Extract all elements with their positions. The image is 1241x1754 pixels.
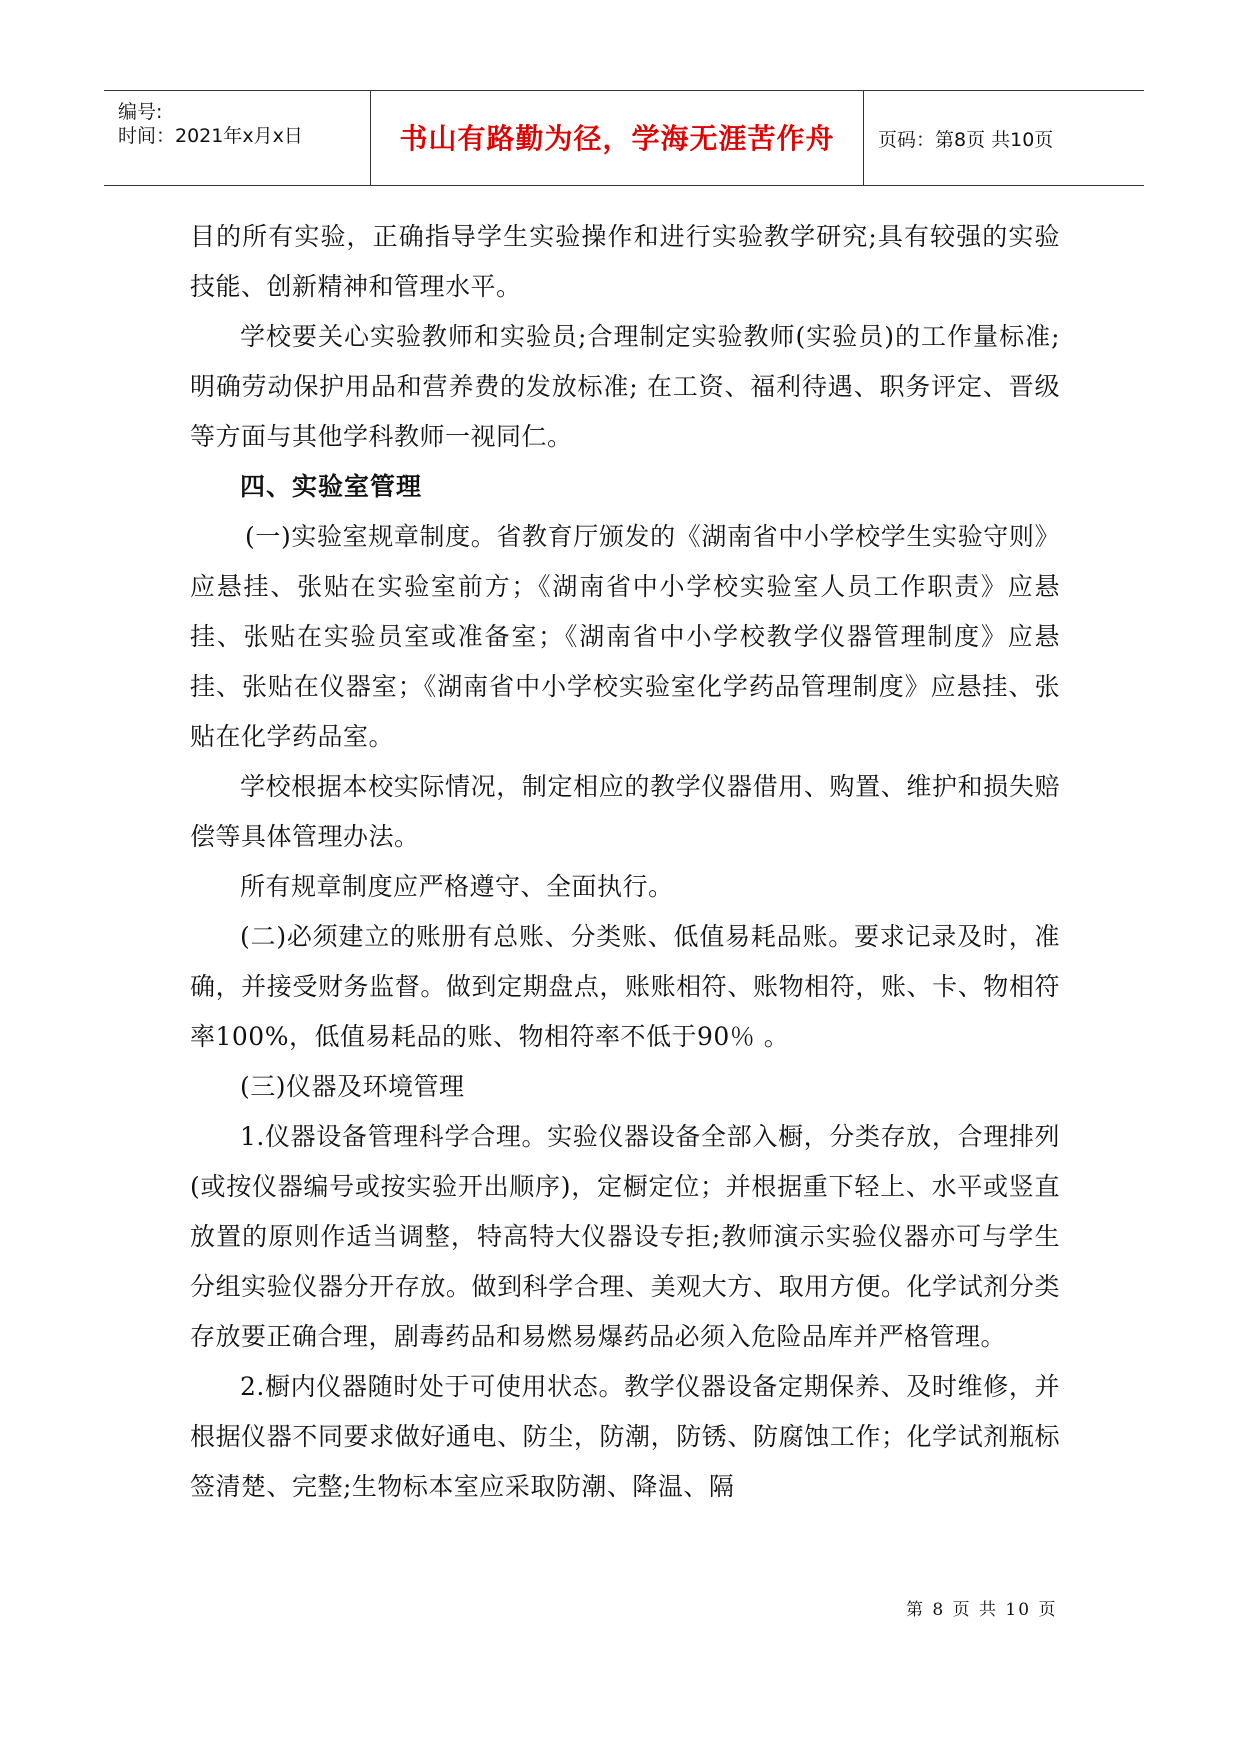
- serial-label: 编号:: [118, 101, 163, 123]
- paragraph-1: 目的所有实验，正确指导学生实验操作和进行实验教学研究;具有较强的实验技能、创新精神和管理水平。: [190, 222, 1060, 301]
- header-motto-cell: [370, 91, 864, 185]
- date-label: 时间：2021年x月x日: [118, 125, 303, 147]
- page-footer: 第 8 页 共 10 页: [906, 1600, 1058, 1620]
- paragraph-8: 1.仪器设备管理科学合理。实验仪器设备全部入橱，分类存放，合理排列(或按仪器编号或按实验开出顺序)，定橱定位；并根据重下轻上、水平或竖直放置的原则作适当调整，特高特大仪器设专拒;教师演示实验仪器亦可与学生分组实验仪器分开存放。做到科学合理、美观大方、取用方便。化学试剂分类存放要正确合理，剧毒药品和易燃易爆药品必须入危险品库并严格管理。: [190, 1122, 1060, 1351]
- page-code: 页码：第8页 共10页: [878, 129, 1054, 151]
- document-header: [104, 90, 1144, 186]
- header-info-cell: [104, 91, 368, 185]
- paragraph-6: (二)必须建立的账册有总账、分类账、低值易耗品账。要求记录及时，准确，并接受财务监督。做到定期盘点，账账相符、账物相符，账、卡、物相符率100%，低值易耗品的账、物相符率不低于90％ 。: [190, 922, 1060, 1051]
- paragraph-3: (一)实验室规章制度。省教育厅颁发的《湖南省中小学校学生实验守则》应悬挂、张贴在实验室前方；《湖南省中小学校实验室人员工作职责》应悬挂、张贴在实验员室或准备室；《湖南省中小学校教学仪器管理制度》应悬挂、张贴在仪器室；《湖南省中小学校实验室化学药品管理制度》应悬挂、张贴在化学药品室。: [190, 522, 1060, 751]
- paragraph-9: 2.橱内仪器随时处于可使用状态。教学仪器设备定期保养、及时维修，并根据仪器不同要求做好通电、防尘，防潮，防锈、防腐蚀工作；化学试剂瓶标签清楚、完整;生物标本室应采取防潮、降温、隔: [190, 1372, 1060, 1501]
- header-page-cell: [864, 91, 1144, 185]
- paragraph-4: 学校根据本校实际情况，制定相应的教学仪器借用、购置、维护和损失赔偿等具体管理办法。: [190, 772, 1060, 851]
- motto: 书山有路勤为径，学海无涯苦作舟: [399, 122, 835, 155]
- document-body: [190, 212, 1060, 1512]
- paragraph-2: 学校要关心实验教师和实验员;合理制定实验教师(实验员)的工作量标准; 明确劳动保护用品和营养费的发放标准; 在工资、福利待遇、职务评定、晋级等方面与其他学科教师一视同仁。: [190, 322, 1060, 451]
- paragraph-7: (三)仪器及环境管理: [240, 1072, 465, 1101]
- paragraph-5: 所有规章制度应严格遵守、全面执行。: [240, 872, 674, 901]
- section-heading-4: 四、实验室管理: [240, 472, 423, 501]
